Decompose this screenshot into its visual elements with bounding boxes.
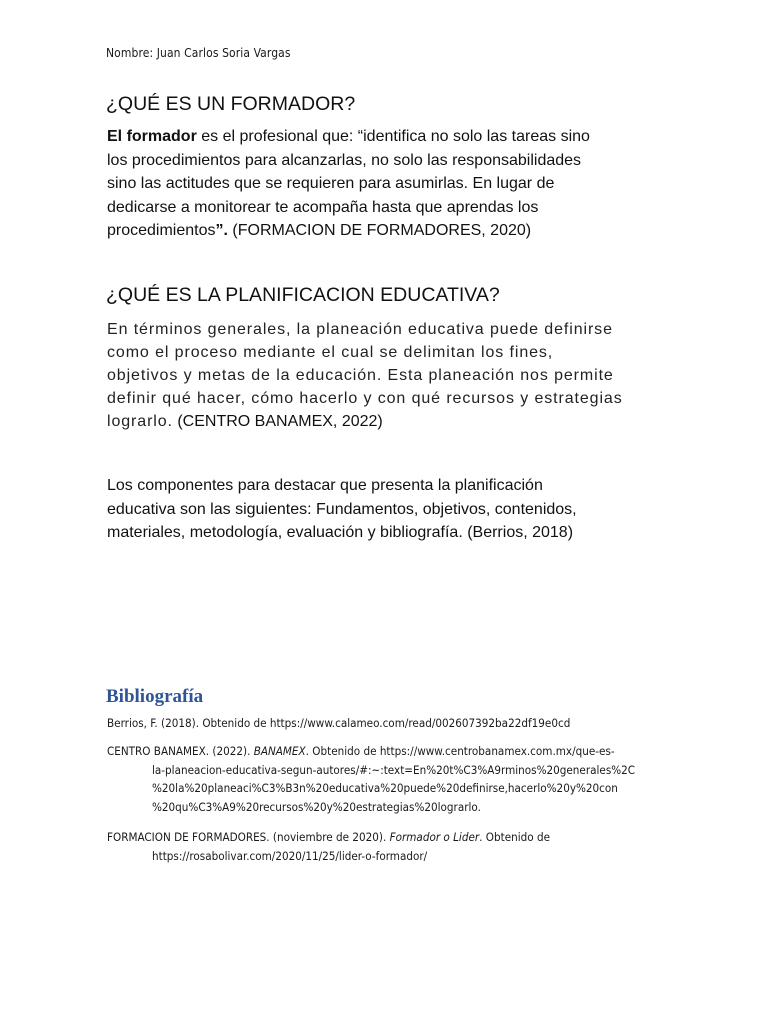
citation: (CENTRO BANAMEX, 2022)	[172, 413, 383, 430]
closing-quote: ”.	[215, 222, 228, 239]
bib-line: %20qu%C3%A9%20recursos%20y%20estrategias%20lograrlo.	[152, 799, 481, 814]
heading-que-es-formador: ¿QUÉ ES UN FORMADOR?	[106, 93, 356, 115]
bib-text: FORMACION DE FORMADORES. (noviembre de 2020).	[107, 830, 390, 844]
bib-line	[107, 742, 667, 761]
paragraph-componentes	[107, 474, 637, 545]
text-span: educativa son las siguientes: Fundamentos, objetivos, contenidos,	[107, 500, 577, 518]
author-name-line: Nombre: Juan Carlos Soria Vargas	[106, 46, 291, 60]
bibliography-entry	[107, 742, 667, 816]
bold-term: El formador	[107, 128, 197, 145]
heading-planificacion-educativa: ¿QUÉ ES LA PLANIFICACION EDUCATIVA?	[106, 284, 500, 306]
bib-source-title: BANAMEX	[253, 744, 306, 758]
text-span: Los componentes para destacar que presenta la planificación	[107, 477, 543, 494]
bib-source-title: Formador o Lider	[389, 830, 480, 844]
text-span: procedimientos	[107, 222, 216, 239]
text-span: definir qué hacer, cómo hacerlo y con qué recursos y estrategias	[107, 390, 623, 407]
bibliography-title: Bibliografía	[106, 686, 204, 707]
bibliography-entry	[107, 828, 667, 865]
text-span: como el proceso mediante el cual se delimitan los fines,	[107, 344, 554, 361]
bib-line: https://rosabolivar.com/2020/11/25/lider-o-formador/	[152, 848, 428, 863]
text-span: lograrlo.	[107, 413, 173, 430]
bib-line: Berrios, F. (2018). Obtenido de https://www.calameo.com/read/002607392ba22df19e0cd	[107, 716, 571, 730]
text-span: En términos generales, la planeación educativa puede definirse	[107, 321, 613, 338]
paragraph-planeacion-definition	[107, 318, 659, 433]
bib-line	[107, 828, 667, 847]
text-span: sino las actitudes que se requieren para asumirlas. En lugar de	[107, 175, 555, 192]
citation: (FORMACION DE FORMADORES, 2020)	[227, 222, 532, 239]
text-span: objetivos y metas de la educación. Esta planeación nos permite	[107, 367, 614, 384]
bib-text: CENTRO BANAMEX. (2022).	[107, 744, 254, 758]
text-span: los procedimientos para alcanzarlas, no solo las responsabilidades	[107, 151, 582, 169]
text-span: materiales, metodología, evaluación y bibliografía. (Berrios, 2018)	[107, 524, 574, 541]
bibliography-entry	[107, 714, 667, 733]
paragraph-formador-definition	[107, 125, 627, 243]
bib-text: . Obtenido de https://www.centrobanamex.com.mx/que-es-	[305, 744, 615, 758]
text-span: dedicarse a monitorear te acompaña hasta que aprendas los	[107, 198, 539, 216]
bib-text: . Obtenido de	[479, 830, 550, 844]
bib-line: la-planeacion-educativa-segun-autores/#:~:text=En%20t%C3%A9rminos%20generales%2C	[152, 762, 636, 777]
text-span: es el profesional que: “identifica no solo las tareas sino	[196, 128, 590, 145]
bib-line: %20la%20planeaci%C3%B3n%20educativa%20puede%20definirse,hacerlo%20y%20con	[152, 781, 618, 796]
